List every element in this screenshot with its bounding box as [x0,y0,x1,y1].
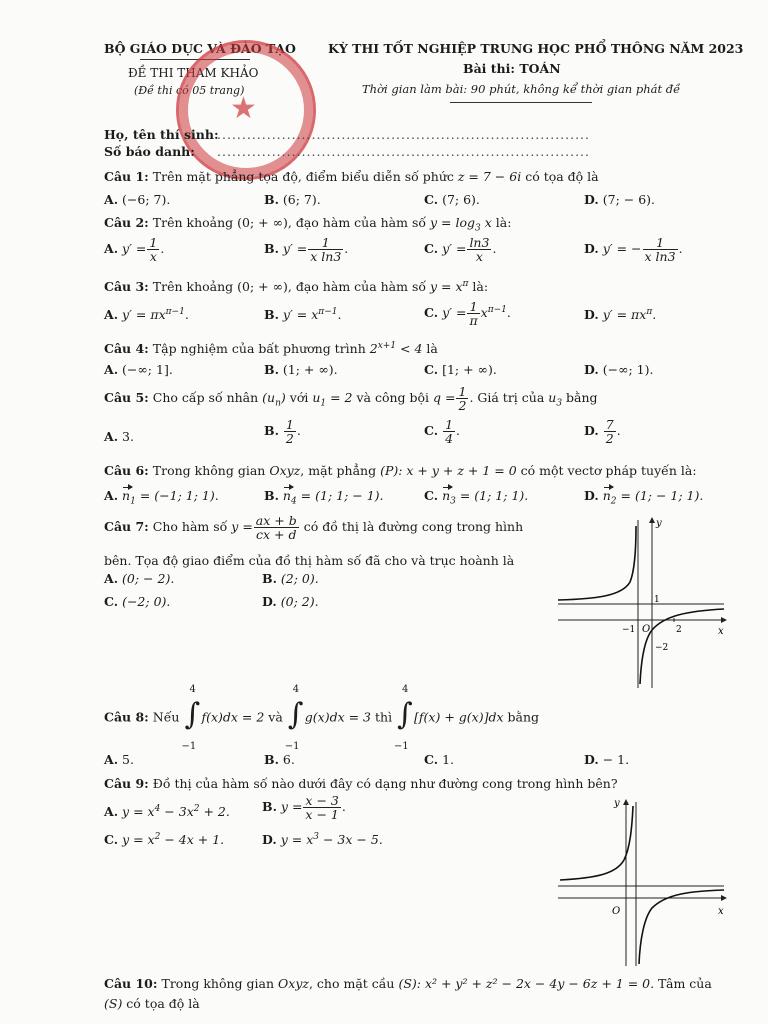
q6-option-a[interactable]: A. $n_1 = (-1$; 1; 1). [104,488,219,507]
question-5: Câu 5: Cho cấp số nhân $(u_n)$ với $u_1 = 2$ và công bội q = $\frac{1}{2}$ . Giá trị của $u_3$ bằng [104,384,598,414]
q9-curve-right [639,890,724,964]
candidate-name-label: Họ, tên thí sinh: [104,127,219,142]
q4-option-a[interactable]: A. (−∞; 1]. [104,362,173,377]
q9-y-label: y [614,798,620,809]
exam-time: Thời gian làm bài: 90 phút, không kể thời gian phát đề [362,82,681,96]
q7-graph [556,512,732,690]
q8-option-c[interactable]: C. 1. [424,752,455,767]
q5-option-b[interactable]: B. $\frac{1}{2}$ . [264,417,301,447]
q1-option-d[interactable]: D. (7; − 6). [584,192,655,207]
q8-option-d[interactable]: D. − 1. [584,752,630,767]
q6-option-c[interactable]: C. $n_3 = (1$; 1; 1). [424,488,529,507]
q9-option-a[interactable]: A. $y = x^4 - 3x^2 + 2$. [104,804,230,820]
q1-option-b[interactable]: B. (6; 7). [264,192,321,207]
q7-y-label: y [656,518,662,529]
q9-curve-left [560,806,633,880]
q7-tick-minus2: −2 [655,643,669,653]
exam-title: KỲ THI TỐT NGHIỆP TRUNG HỌC PHỔ THÔNG NĂM 2023 [328,41,744,56]
q1-option-a[interactable]: A. (−6; 7). [104,192,171,207]
question-10-line2: (S) có tọa độ là [104,996,200,1011]
q9-graph [556,794,732,968]
question-2: Câu 2: Trên khoảng (0; + ∞), đạo hàm của hàm số $y = \log_3 x$ là: [104,215,512,234]
q7-option-d[interactable]: D. (0; 2). [262,594,319,609]
official-seal [176,40,316,180]
question-9: Câu 9: Đồ thị của hàm số nào dưới đây có dạng như đường cong trong hình bên? [104,776,618,791]
q9-origin-label: O [612,906,621,917]
candidate-name-dots: ........................................................................... [217,127,591,142]
q9-option-d[interactable]: D. $y = x^3 - 3x - 5$. [262,832,383,848]
subject: Bài thi: TOÁN [463,61,561,76]
doc-type: ĐỀ THI THAM KHẢO [128,66,259,80]
question-6: Câu 6: Trong không gian Oxyz, mặt phẳng (P): x + y + z + 1 = 0 có một vectơ pháp tuyến là: [104,463,697,478]
q9-option-c[interactable]: C. $y = x^2 - 4x + 1$. [104,832,225,848]
question-3: Câu 3: Trên khoảng (0; + ∞), đạo hàm của hàm số $y = x^\pi$ là: [104,279,489,295]
seal-star-icon: ★ [230,91,257,126]
candidate-id-label: Số báo danh: [104,144,195,159]
q7-tick-1: 1 [654,595,660,605]
q7-curve-left [558,526,636,600]
q2-option-b[interactable]: B. y′ = $\frac{1}{\text{x ln3}}$ . [264,235,349,265]
q4-option-c[interactable]: C. [1; + ∞). [424,362,497,377]
q5-option-c[interactable]: C. $\frac{1}{4}$ . [424,417,461,447]
q5-option-a[interactable]: A. 3. [104,429,134,444]
question-4: Câu 4: Tập nghiệm của bất phương trình $2^{x+1} < 4$ là [104,341,438,357]
q6-option-d[interactable]: D. $n_2 = (1$; − 1; 1). [584,488,704,507]
q9-option-b[interactable]: B. y = $\frac{x - 3}{x - 1}$ . [262,793,346,823]
q5-option-d[interactable]: D. $\frac{7}{2}$ . [584,417,621,447]
q9-x-label: x [718,906,724,917]
candidate-id-dots: ........................................................................... [217,144,591,159]
q7-option-a[interactable]: A. (0; − 2). [104,571,175,586]
q7-tick-2: 2 [676,625,682,635]
q7-x-label: x [718,626,724,637]
q3-option-a[interactable]: A. $y' = \pi x^{\pi-1}$. [104,307,189,323]
q4-option-d[interactable]: D. (−∞; 1). [584,362,654,377]
question-1: Câu 1: Trên mặt phẳng tọa độ, điểm biểu diễn số phức z = 7 − 6i có tọa độ là [104,169,599,184]
question-7: Câu 7: Cho hàm số y = $\frac{ax + b}{cx + d}$ có đồ thị là đường cong trong hình [104,513,524,543]
q6-option-b[interactable]: B. $n_4 = (1$; 1; − 1). [264,488,384,507]
q3-option-b[interactable]: B. $y' = x^{\pi-1}$. [264,307,342,323]
question-10: Câu 10: Trong không gian Oxyz, cho mặt cầu (S): x² + y² + z² − 2x − 4y − 6z + 1 = 0. Tâm của [104,976,712,991]
q2-option-a[interactable]: A. y′ = $\frac{1}{x}$ . [104,235,165,265]
q7-option-b[interactable]: B. (2; 0). [262,571,319,586]
q2-option-d[interactable]: D. y′ = − $\frac{1}{\text{x ln3}}$ . [584,235,683,265]
q3-option-c[interactable]: C. y′ = $\frac{1}{\pi}$ $x^{\pi-1}$. [424,299,511,329]
q1-option-c[interactable]: C. (7; 6). [424,192,480,207]
q8-option-a[interactable]: A. 5. [104,752,134,767]
q4-option-b[interactable]: B. (1; + ∞). [264,362,338,377]
question-7-line2: bên. Tọa độ giao điểm của đồ thị hàm số đã cho và trục hoành là [104,553,515,568]
header-underline [450,102,592,103]
q3-option-d[interactable]: D. $y' = \pi x^\pi$. [584,307,657,323]
q8-option-b[interactable]: B. 6. [264,752,295,767]
question-8: Câu 8: Nếu ∫ 4 −1 f(x)dx = 2 và ∫ 4 −1 g(x)dx = 3 thì ∫ 4 −1 [f(x) + g(x)]dx bằng [104,684,539,752]
q7-origin-label: O [642,624,651,635]
pages-note: (Đề thi có 05 trang) [134,84,245,97]
q7-tick-minus1: −1 [622,625,636,635]
ministry-name: BỘ GIÁO DỤC VÀ ĐÀO TẠO [104,41,296,56]
q7-option-c[interactable]: C. (−2; 0). [104,594,171,609]
q2-option-c[interactable]: C. y′ = $\frac{\ln 3}{x}$ . [424,235,497,265]
